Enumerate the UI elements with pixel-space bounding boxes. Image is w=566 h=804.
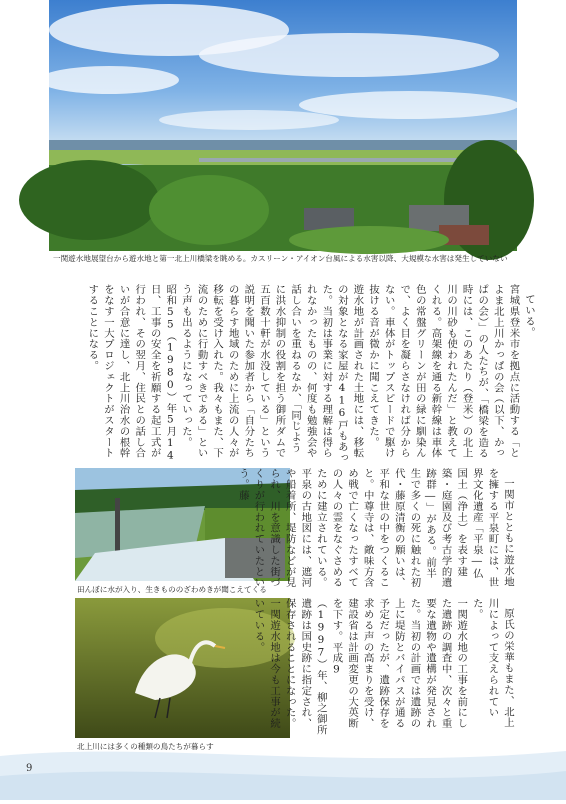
caption-paddy-photo: 田んぼに水が入り、生きもののざわめきが聞こえてくる [77,585,267,594]
caption-egret-photo: 北上川には多くの種類の鳥たちが暮らす [77,742,214,751]
paragraph-lower: 原氏の栄華もまた、北上川によって支えられていた。 一関遊水地の工事を前にした遺跡の調査中、次々と重要な遺物や遺構が発見された。当初の計画では遺跡の上に堤防とバイパスが通る予定だったが、遺跡保存を求める声の高まりを受け、建設省は計画変更の大英断を下す。平成9（1997）年、柳之御所遺跡は国史跡に指定され、保存されることになった。一関遊水地は今も工事が続いている。 [252,598,514,736]
page-number: 9 [26,763,33,774]
hero-landscape-photo [49,0,517,251]
footer-decorative-band [0,736,566,800]
paragraph-upper: ている。 宮城県登米市を拠点に活動する「とよま北上川かっぱの会（以下、かっぱの会）」の人たちが、「橋梁を造る時には、このあたり（登米）の北上川の川砂も使われたんだ」と教えてくれる。高架線を通る新幹線は車体色の常盤グリーンが田の緑に馴染んで、よく目を凝らさなければ分からない。車体がトップスピードで駆け抜ける音が微かに聞こえてきた。 遊水地が計画された土地には、移転の対象となる家屋が416戸もあった。当初は事業に対する理解は得られなかったものの、何度も勉強会や話し合いを重ねるなか、「同じように洪水抑制の役割を担う御所ダムで五百数十軒が水没している」という説明を聞いた参加者から「自分たちの暮らす地域のために上流の人々が移転を受け入れた。我々もまた、下流のために行動すべきである」という声も出るようになっていった。 昭和55（1980）年5月14日、工事の安全を祈願する起工式が行われ、その翌月、住民との話し合いが合意に達し、北上川治水の根幹をなす一大プロジェクトがスタートすることになる。 [86,284,535,464]
body-text-middle [236,468,515,588]
body-text-upper [46,284,536,464]
caption-hero-photo: 一関遊水地展望台から遊水地と第一北上川橋梁を眺める。カスリーン・アイオン台風による水害以降、大規模な水害は発生していない [53,254,508,263]
paragraph-middle: 一関市とともに遊水地を擁する平泉町には、世界文化遺産「平泉―仏国土（浄土）を表す建築・庭園及び考古学的遺跡群―」がある。前半生で多くの死に触れた初代・藤原清衡の願いは、平和な世の中をつくること。中尊寺は、敵味方含め戦で亡くなったすべての人々の霊をなぐさめるために建立されている。平泉の古地図には、遮河や船着所、堤防などが見られ、川を意識した街づくりが行われていたという。藤 [236,468,514,588]
body-text-lower [252,598,515,738]
